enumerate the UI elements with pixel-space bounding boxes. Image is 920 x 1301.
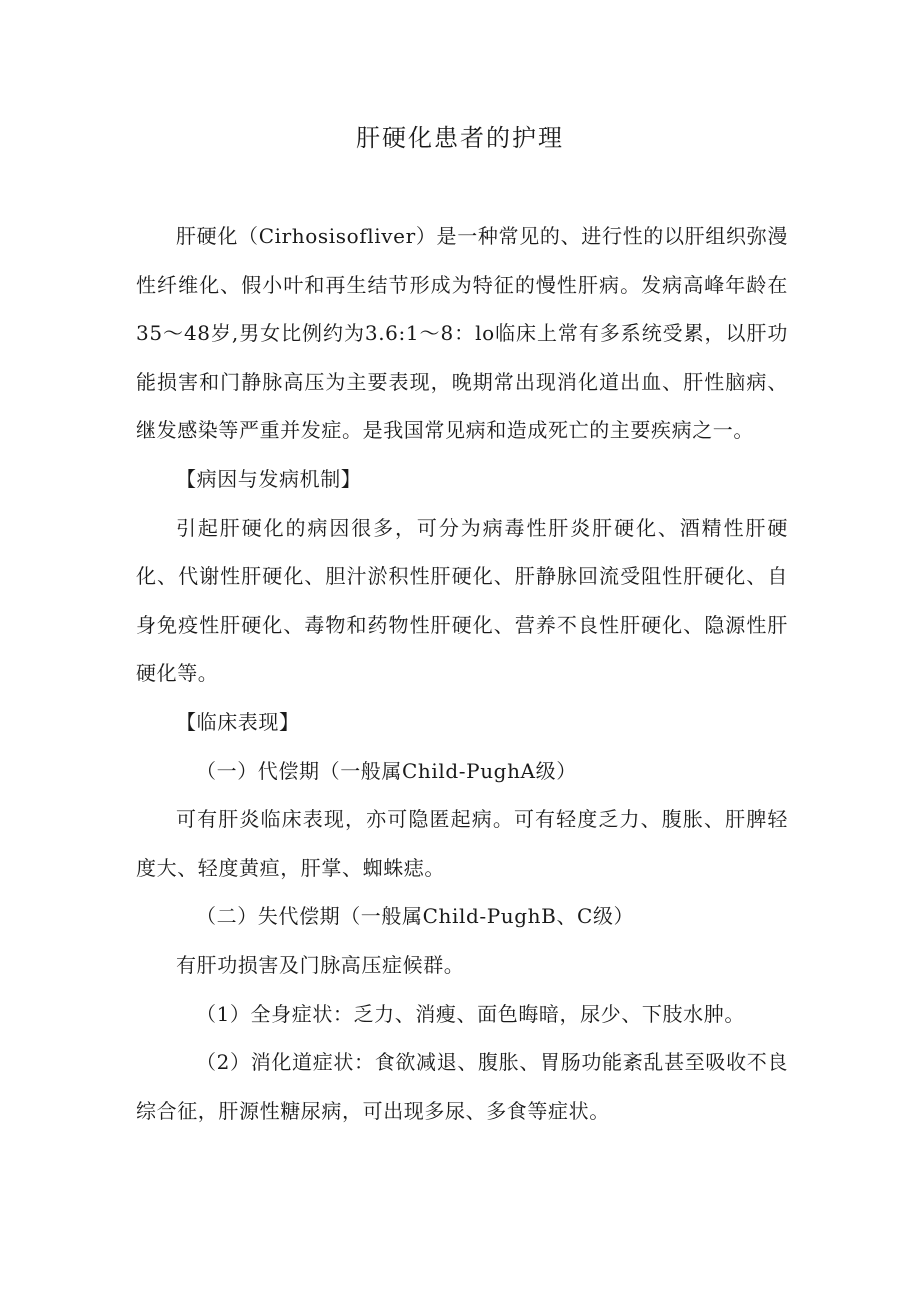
compensated-heading: （一）代偿期（一般属Child-PughA级） xyxy=(196,758,577,783)
decompensated-paragraph: 有肝功损害及门脉高压症候群。 xyxy=(176,952,465,977)
symptom-item-digestive: （2）消化道症状：食欲减退、腹胀、胃肠功能紊乱甚至吸收不良综合征，肝源性糖尿病，可出现多尿、多食等症状。 xyxy=(136,1050,788,1123)
document-body xyxy=(136,212,788,1135)
intro-paragraph: 肝硬化（Cirhosisofliver）是一种常见的、进行性的以肝组织弥漫性纤维化、假小叶和再生结节形成为特征的慢性肝病。发病高峰年龄在35～48岁,男女比例约为3.6:1～8：lo临床上常有多系统受累，以肝功能损害和门静脉高压为主要表现，晚期常出现消化道出血、肝性脑病、继发感染等严重并发症。是我国常见病和造成死亡的主要疾病之一。 xyxy=(136,224,788,443)
page-title: 肝硬化患者的护理 xyxy=(356,124,564,152)
etiology-paragraph: 引起肝硬化的病因很多，可分为病毒性肝炎肝硬化、酒精性肝硬化、代谢性肝硬化、胆汁淤积性肝硬化、肝静脉回流受阻性肝硬化、自身免疫性肝硬化、毒物和药物性肝硬化、营养不良性肝硬化、隐源性肝硬化等。 xyxy=(136,515,788,686)
symptom-item-general: （1）全身症状：乏力、消瘦、面色晦暗，尿少、下肢水肿。 xyxy=(196,1001,745,1026)
compensated-paragraph: 可有肝炎临床表现，亦可隐匿起病。可有轻度乏力、腹胀、肝脾轻度大、轻度黄疸，肝掌、蜘蛛痣。 xyxy=(136,807,788,880)
decompensated-heading: （二）失代偿期（一般属Child-PughB、C级） xyxy=(196,904,635,929)
etiology-heading: 【病因与发病机制】 xyxy=(176,466,362,491)
clinical-heading: 【临床表现】 xyxy=(176,709,300,734)
